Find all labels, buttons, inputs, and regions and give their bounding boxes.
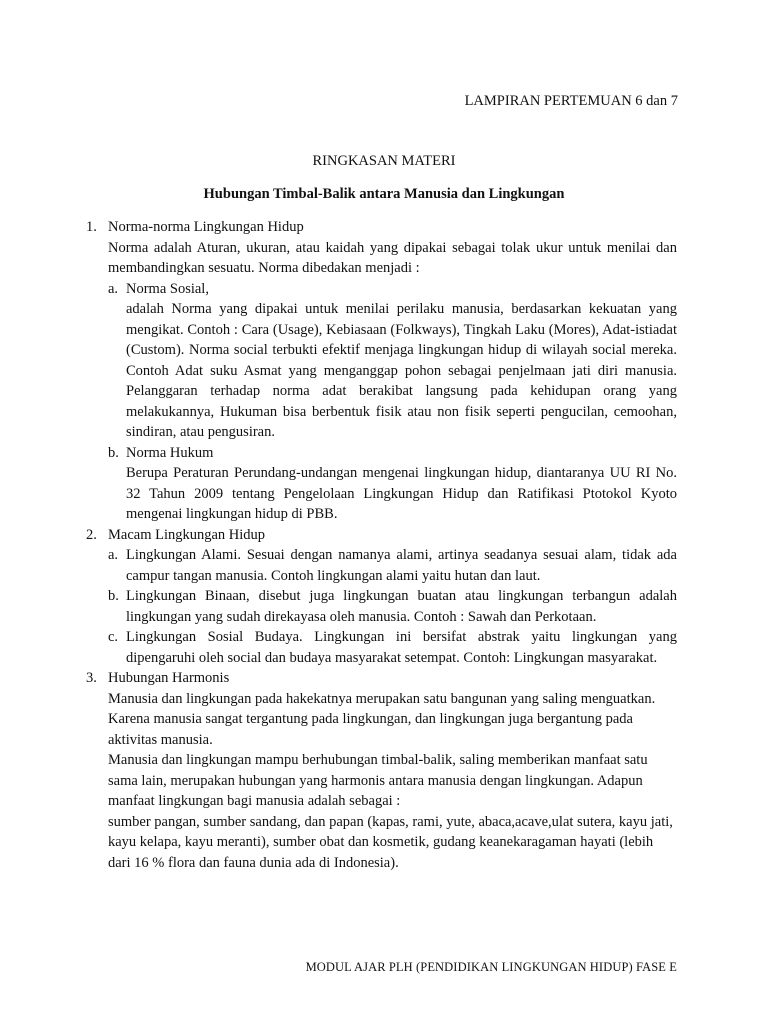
section-2c-text: Lingkungan Sosial Budaya. Lingkungan ini bersifat abstrak yaitu lingkungan yang dipengaruhi oleh social dan budaya masyarakat setempat. Contoh: Lingkungan masyarakat.	[126, 629, 677, 666]
page-footer: MODUL AJAR PLH (PENDIDIKAN LINGKUNGAN HIDUP) FASE E	[305, 960, 677, 974]
section-1a-body: adalah Norma yang dipakai untuk menilai perilaku manusia, berdasarkan kekuatan yang mengikat. Contoh : Cara (Usage), Kebiasaan (Folkways), Tingkah Laku (Mores), Adat-istiadat (Custom). Norma social terbukti efektif menjaga lingkungan hidup di wilayah social mereka. Contoh Adat suku Asmat yang menganggap pohon sebagai penjelmaan jati diri manusia. Pelanggaran terhadap norma adat berakibat langsung pada kehidupan orang yang melakukannya, Hukuman bisa berbentuk fisik atau non fisik seperti pengucilan, cemoohan, sindiran, atau pengusiran.	[126, 301, 677, 440]
section-1b	[108, 443, 677, 525]
ringkasan-heading: RINGKASAN MATERI	[312, 153, 456, 169]
section-2a-text: Lingkungan Alami. Sesuai dengan namanya alami, artinya seadanya sesuai alam, tidak ada campur tangan manusia. Contoh lingkungan alami yaitu hutan dan laut.	[126, 547, 677, 584]
section-3-paragraph-2: Manusia dan lingkungan mampu berhubungan timbal-balik, saling memberikan manfaat satu sama lain, merupakan hubungan yang harmonis antara manusia dengan lingkungan. Adapun manfaat lingkungan bagi manusia adalah sebagai :	[108, 752, 648, 809]
section-3-number: 3.	[86, 670, 97, 686]
section-2-number: 2.	[86, 526, 97, 543]
section-1-number: 1.	[86, 219, 97, 235]
section-3-paragraph-1: Manusia dan lingkungan pada hakekatnya merupakan satu bangunan yang saling menguatkan. Karena manusia sangat tergantung pada lingkungan, dan lingkungan juga bergantung pada aktivitas manusia.	[108, 690, 656, 748]
section-1a-marker: a.	[108, 280, 119, 297]
document-body	[86, 217, 677, 873]
section-1b-body: Berupa Peraturan Perundang-undangan mengenai lingkungan hidup, diantaranya UU RI No. 32 Tahun 2009 tentang Pengelolaan Lingkungan Hidup dan Ratifikasi Ptotokol Kyoto mengenai lingkungan hidup di PBB.	[126, 465, 677, 522]
section-1	[86, 217, 677, 525]
section-2-title: Macam Lingkungan Hidup	[108, 526, 266, 543]
section-2b-text: Lingkungan Binaan, disebut juga lingkungan buatan atau lingkungan terbangun adalah lingkungan yang sudah direkayasa oleh manusia. Contoh : Sawah dan Perkotaan.	[126, 588, 677, 625]
section-2a	[108, 545, 677, 586]
section-1a	[108, 279, 677, 443]
section-1-intro: Norma adalah Aturan, ukuran, atau kaidah yang dipakai sebagai tolak ukur untuk menilai dan membandingkan sesuatu. Norma dibedakan menjadi :	[108, 239, 677, 276]
section-1b-marker: b.	[108, 444, 119, 461]
section-1a-title: Norma Sosial,	[126, 280, 209, 297]
section-1b-title: Norma Hukum	[126, 444, 214, 461]
section-2b-marker: b.	[108, 588, 119, 604]
section-3	[86, 668, 677, 873]
section-1-title: Norma-norma Lingkungan Hidup	[108, 219, 304, 235]
section-2c	[108, 627, 677, 668]
document-title: Hubungan Timbal-Balik antara Manusia dan Lingkungan	[203, 186, 565, 202]
lampiran-heading: LAMPIRAN PERTEMUAN 6 dan 7	[464, 93, 678, 109]
section-2c-marker: c.	[108, 629, 119, 645]
section-3-title: Hubungan Harmonis	[108, 670, 230, 686]
section-2a-marker: a.	[108, 547, 119, 563]
section-2b	[108, 586, 677, 627]
section-3-paragraph-3: sumber pangan, sumber sandang, dan papan (kapas, rami, yute, abaca,acave,ulat sutera, kayu jati, kayu kelapa, kayu meranti), sumber obat dan kosmetik, gudang keanekaragaman hayati (lebih dari 16 % flora dan fauna dunia ada di Indonesia).	[108, 813, 673, 871]
section-2	[86, 525, 677, 669]
